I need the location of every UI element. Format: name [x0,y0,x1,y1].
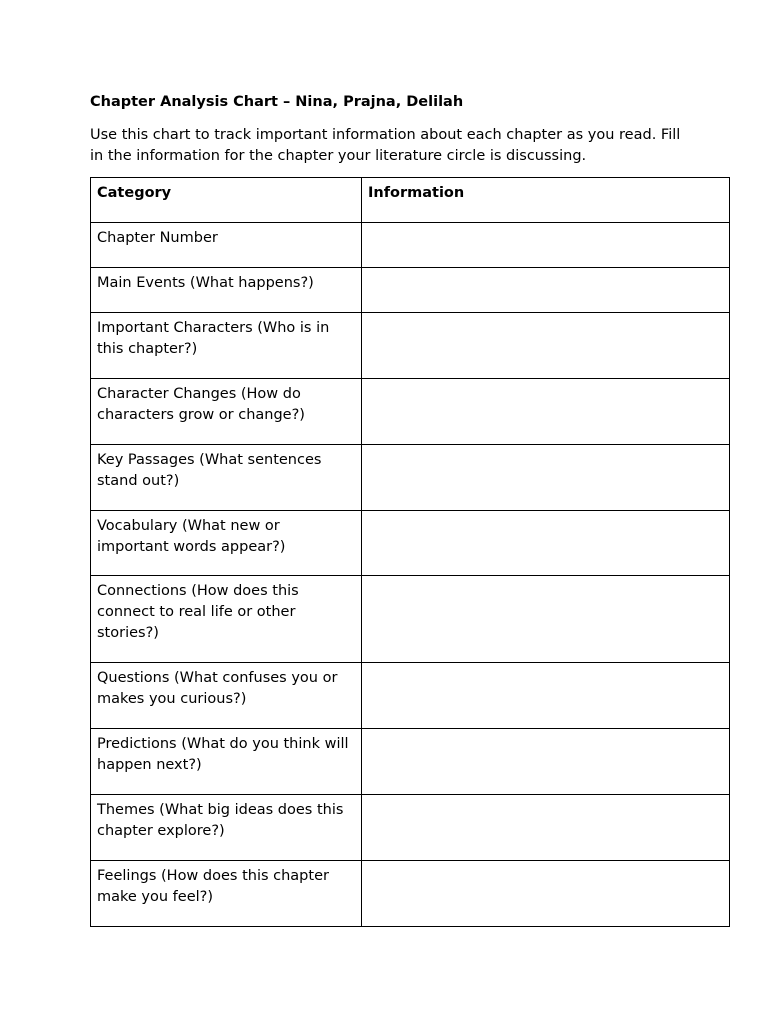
row-category: Themes (What big ideas does this chapter explore?) [91,795,362,861]
table-row [91,268,730,313]
row-information-cell[interactable] [362,663,730,729]
row-category: Vocabulary (What new or important words appear?) [91,511,362,576]
document-page [90,92,730,927]
header-information: Information [362,178,730,223]
row-information-cell[interactable] [362,268,730,313]
row-information-cell[interactable] [362,861,730,927]
table-row [91,663,730,729]
row-information-cell[interactable] [362,313,730,379]
table-row [91,795,730,861]
table-row [91,511,730,576]
table-row [91,729,730,795]
row-category: Key Passages (What sentences stand out?) [91,445,362,511]
table-row [91,223,730,268]
row-category: Connections (How does this connect to real life or other stories?) [91,576,362,663]
table-row [91,576,730,663]
row-information-cell[interactable] [362,795,730,861]
row-category: Questions (What confuses you or makes you curious?) [91,663,362,729]
row-category: Important Characters (Who is in this chapter?) [91,313,362,379]
row-information-cell[interactable] [362,576,730,663]
header-category: Category [91,178,362,223]
row-information-cell[interactable] [362,223,730,268]
row-information-cell[interactable] [362,379,730,445]
row-category: Chapter Number [91,223,362,268]
row-information-cell[interactable] [362,445,730,511]
row-category: Main Events (What happens?) [91,268,362,313]
row-category: Predictions (What do you think will happen next?) [91,729,362,795]
chapter-analysis-table [90,177,730,927]
table-header-row [91,178,730,223]
table-row [91,313,730,379]
row-information-cell[interactable] [362,511,730,576]
document-intro: Use this chart to track important information about each chapter as you read. Fill in the information for the chapter your literature circle is discussing. [90,127,681,164]
table-row [91,861,730,927]
row-category: Feelings (How does this chapter make you feel?) [91,861,362,927]
table-row [91,379,730,445]
table-row [91,445,730,511]
row-category: Character Changes (How do characters grow or change?) [91,379,362,445]
row-information-cell[interactable] [362,729,730,795]
document-title: Chapter Analysis Chart – Nina, Prajna, Delilah [90,94,464,110]
